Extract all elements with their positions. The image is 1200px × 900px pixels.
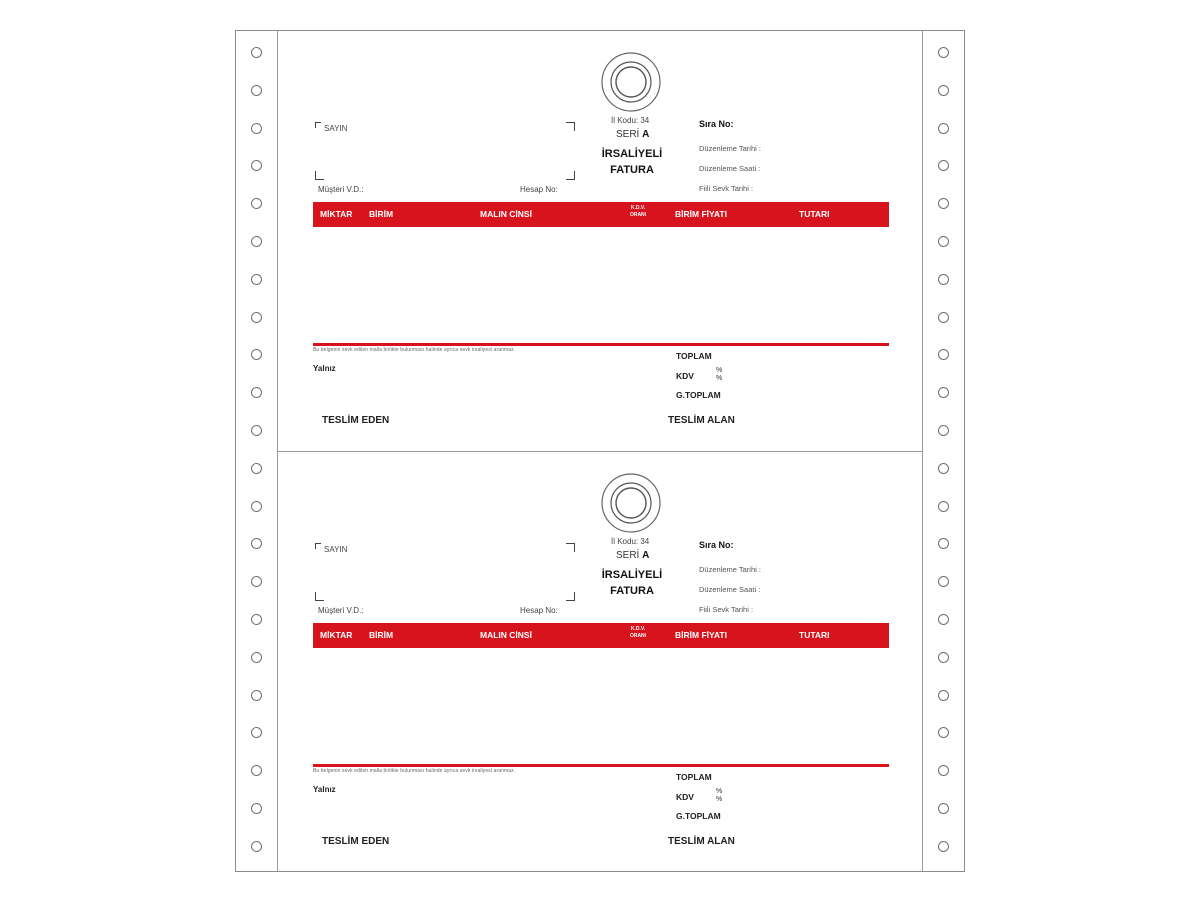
tractor-hole	[251, 690, 262, 701]
tractor-hole	[938, 425, 949, 436]
tractor-hole	[938, 803, 949, 814]
items-header-bar	[313, 623, 889, 648]
tractor-hole	[938, 274, 949, 285]
musteri-vd-label: Müşteri V.D.:	[318, 185, 364, 194]
sira-no-label: Sıra No:	[699, 119, 734, 129]
kdv-label: KDV	[676, 792, 694, 802]
tractor-hole	[938, 727, 949, 738]
tractor-hole	[251, 652, 262, 663]
teslim-eden-label: TESLİM EDEN	[322, 415, 390, 426]
tractor-hole	[251, 47, 262, 58]
sira-no-label: Sıra No:	[699, 540, 734, 550]
items-footer-line	[313, 764, 889, 767]
col-tutari: TUTARI	[799, 630, 830, 640]
col-kdv-orani: K.D.V. ORANI	[629, 205, 647, 218]
seri-label: SERİ A	[616, 129, 650, 140]
teslim-alan-label: TESLİM ALAN	[668, 415, 735, 426]
tractor-hole	[938, 765, 949, 776]
col-malin-cinsi: MALIN CİNSİ	[480, 209, 532, 219]
address-bracket	[315, 171, 324, 180]
address-bracket	[315, 122, 321, 128]
tractor-hole	[251, 463, 262, 474]
tractor-hole	[938, 47, 949, 58]
seri-label: SERİ A	[616, 550, 650, 561]
tractor-hole	[938, 576, 949, 587]
form-title-line2: FATURA	[610, 164, 654, 176]
kdv-percent-2: %	[716, 375, 723, 382]
duzenleme-saati-label: Düzenleme Saati :	[699, 585, 761, 594]
il-kodu: İl Kodu: 34	[611, 537, 650, 546]
address-bracket	[315, 592, 324, 601]
address-bracket	[315, 543, 321, 549]
col-miktar: MİKTAR	[320, 209, 353, 219]
fineprint-note: Bu belgenin sevk edilen malla birlikte bulunması halinde ayrıca sevk irsaliyesi aranmaz.	[313, 347, 516, 353]
kdv-percent-2: %	[716, 796, 723, 803]
tractor-hole	[938, 160, 949, 171]
col-tutari: TUTARI	[799, 209, 830, 219]
right-tractor-strip	[922, 31, 964, 871]
tractor-hole	[938, 349, 949, 360]
col-kdv-orani: K.D.V. ORANI	[629, 626, 647, 639]
tractor-hole	[251, 274, 262, 285]
tractor-hole	[251, 387, 262, 398]
tractor-hole	[938, 387, 949, 398]
tractor-hole	[251, 538, 262, 549]
seal-logo-icon	[600, 472, 662, 534]
form-title-line1: İRSALİYELİ	[601, 148, 663, 160]
items-header-bar	[313, 202, 889, 227]
tractor-hole	[938, 463, 949, 474]
tractor-hole	[938, 236, 949, 247]
col-birim-fiyati: BİRİM FİYATI	[675, 209, 727, 219]
toplam-label: TOPLAM	[676, 351, 712, 361]
fiili-sevk-tarihi-label: Fiili Sevk Tarihi :	[699, 605, 754, 614]
tractor-hole	[251, 198, 262, 209]
tractor-hole	[251, 727, 262, 738]
hesap-no-label: Hesap No:	[520, 185, 558, 194]
tractor-hole	[251, 123, 262, 134]
tractor-hole	[251, 576, 262, 587]
duzenleme-saati-label: Düzenleme Saati :	[699, 164, 761, 173]
col-birim: BİRİM	[369, 209, 394, 219]
tractor-hole	[938, 123, 949, 134]
tractor-hole	[251, 803, 262, 814]
tractor-hole	[938, 312, 949, 323]
form-title-line2: FATURA	[610, 585, 654, 597]
left-tractor-strip	[236, 31, 278, 871]
kdv-label: KDV	[676, 371, 694, 381]
tractor-hole	[938, 690, 949, 701]
kdv-percent-1: %	[716, 367, 723, 374]
tractor-hole	[251, 349, 262, 360]
items-footer-line	[313, 343, 889, 346]
tractor-hole	[251, 85, 262, 96]
tractor-hole	[251, 425, 262, 436]
continuous-form-sheet	[235, 30, 965, 872]
fineprint-note: Bu belgenin sevk edilen malla birlikte bulunması halinde ayrıca sevk irsaliyesi aranmaz.	[313, 768, 516, 774]
tractor-hole	[251, 236, 262, 247]
col-birim-fiyati: BİRİM FİYATI	[675, 630, 727, 640]
col-miktar: MİKTAR	[320, 630, 353, 640]
sayin-label: SAYIN	[324, 545, 348, 554]
yalniz-label: Yalnız	[313, 364, 336, 373]
seri-value: A	[642, 550, 650, 561]
invoice-form-bottom	[278, 452, 924, 872]
tractor-hole	[938, 85, 949, 96]
address-bracket	[566, 543, 575, 552]
col-malin-cinsi: MALIN CİNSİ	[480, 630, 532, 640]
tractor-hole	[938, 198, 949, 209]
seal-logo-icon	[600, 51, 662, 113]
tractor-hole	[938, 614, 949, 625]
col-birim: BİRİM	[369, 630, 394, 640]
tractor-hole	[938, 841, 949, 852]
g-toplam-label: G.TOPLAM	[676, 390, 721, 400]
tractor-hole	[251, 501, 262, 512]
tractor-hole	[938, 652, 949, 663]
seri-value: A	[642, 129, 650, 140]
tractor-hole	[251, 160, 262, 171]
kdv-percent-1: %	[716, 788, 723, 795]
duzenleme-tarihi-label: Düzenleme Tarihi :	[699, 565, 761, 574]
musteri-vd-label: Müşteri V.D.:	[318, 606, 364, 615]
tractor-hole	[251, 841, 262, 852]
teslim-eden-label: TESLİM EDEN	[322, 836, 390, 847]
address-bracket	[566, 592, 575, 601]
tractor-hole	[251, 614, 262, 625]
tractor-hole	[938, 538, 949, 549]
hesap-no-label: Hesap No:	[520, 606, 558, 615]
toplam-label: TOPLAM	[676, 772, 712, 782]
address-bracket	[566, 171, 575, 180]
address-bracket	[566, 122, 575, 131]
il-kodu: İl Kodu: 34	[611, 116, 650, 125]
sayin-label: SAYIN	[324, 124, 348, 133]
invoice-form-top	[278, 31, 924, 451]
teslim-alan-label: TESLİM ALAN	[668, 836, 735, 847]
tractor-hole	[251, 765, 262, 776]
yalniz-label: Yalnız	[313, 785, 336, 794]
tractor-hole	[938, 501, 949, 512]
g-toplam-label: G.TOPLAM	[676, 811, 721, 821]
tractor-hole	[251, 312, 262, 323]
form-title-line1: İRSALİYELİ	[601, 569, 663, 581]
duzenleme-tarihi-label: Düzenleme Tarihi :	[699, 144, 761, 153]
fiili-sevk-tarihi-label: Fiili Sevk Tarihi :	[699, 184, 754, 193]
